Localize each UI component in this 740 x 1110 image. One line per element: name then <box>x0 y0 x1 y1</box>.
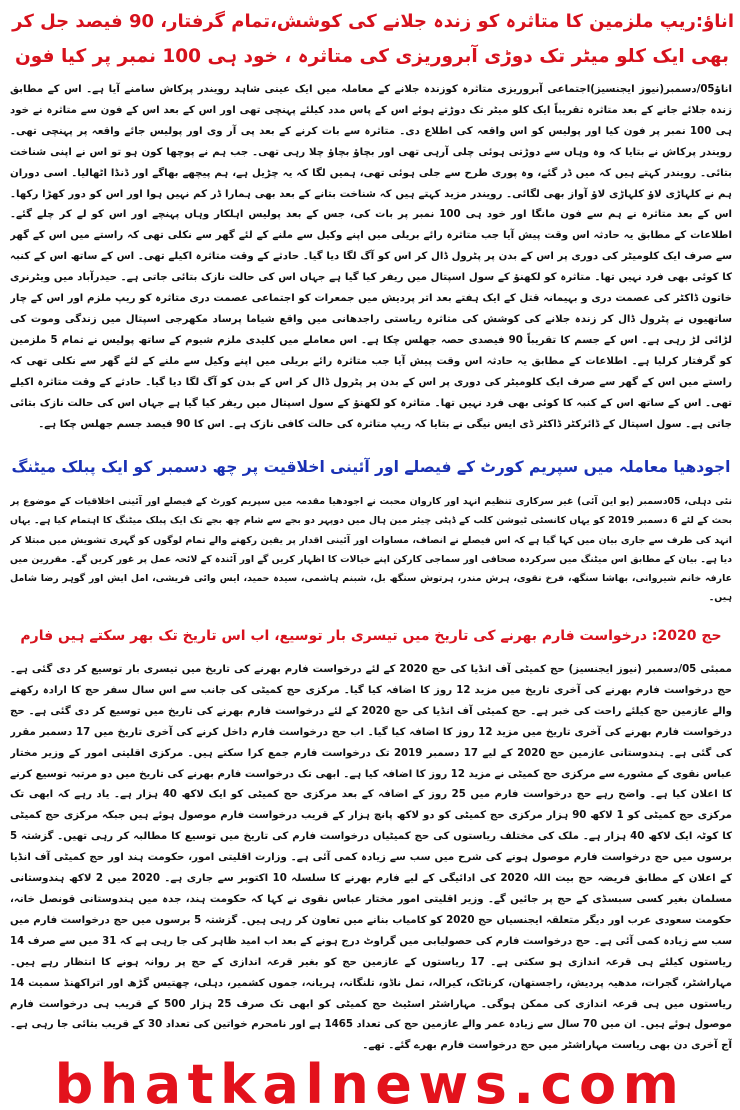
headline-line-2: بھی ایک کلو میٹر تک دوڑی آبروریزی کی متاثرہ ، خود ہی 100 نمبر پر کیا فون <box>15 46 729 67</box>
article-2-body: نئی دہلی، 05دسمبر (یو این آئی) غیر سرکاری تنظیم انہد اور کاروان محبت نے اجودھیا مقدمہ میں سپریم کورٹ کے فیصلے اور آئینی اخلاقیات کے موضوع پر بحث کے لئے 6 دسمبر 2019 کو یہاں کانسٹی ٹیوشن کلب کے ڈپٹی چیئر مین ہال میں دوپہر دو بجے سے شام چھ بجے تک ایک پبلک میٹنگ کا اہتمام کیا ہے۔ یہاں انہد کی طرف سے جاری بیان میں کہا گیا ہے کہ اس فیصلے نے انصاف، مساوات اور آئینی اقدار پر یقین رکھنے والے تمام لوگوں کو گہری تشویش میں مبتلا کر دیا ہے۔ بیان کے مطابق اس میٹنگ میں سرکردہ صحافی اور سماجی کارکن اپنے خیالات کا اظہار کریں گے اور آئندہ کے لائحہ عمل پر غور کریں گے۔ مقررین میں عارفہ خانم شیروانی، بھاشا سنگھ، فرخ نقوی، ہرش مندر، ہرتوش سنگھ بل، شبنم ہاشمی، سیدہ حمید، ایس وائی قریشی، امل ایش اور گوہر رضا شامل ہیں۔ <box>10 496 732 604</box>
headline-line-1: اناؤ:ریپ ملزمین کا متاثرہ کو زندہ جلانے کی کوشش،تمام گرفتار، 90 فیصد جل کر <box>12 11 734 32</box>
article-3-body: ممبئی 05/دسمبر (نیوز ایجنسیز) حج کمیٹی آف انڈیا کی حج 2020 کے لئے درخواست فارم بھرنے کی تاریخ میں تیسری بار توسیع کر دی گئی ہے۔ حج درخواست فارم بھرنے کی آخری تاریخ میں مزید 12 روز کا اضافہ کیا گیا۔ مرکزی حج کمیٹی کی جانب سے اس سال سفر حج کا ارادہ رکھنے والے عازمین حج کیلئے راحت کی خبر ہے۔ حج کمیٹی آف انڈیا کی حج 2020 کے لئے درخواست فارم بھرنے کی تاریخ میں توسیع کر دی گئی ہے۔ حج درخواست فارم بھرنے کی آخری تاریخ میں مزید 12 روز کا اضافہ کیا گیا۔ اب حج درخواست فارم داخل کرنے کی آخری تاریخ میں 17 دسمبر مقرر کی گئی ہے۔ ہندوستانی عازمین حج 2020 کے لیے 17 دسمبر 2019 تک درخواست فارم جمع کرا سکتے ہیں۔ مرکزی اقلیتی امور کے وزیر مختار عباس نقوی کے مشورے سے مرکزی حج کمیٹی نے مزید 12 روز کا اضافہ کیا ہے۔ ابھی تک درخواست فارم بھرنے کی تاریخ میں دو مرتبہ توسیع کرنے کا اعلان کیا ہے۔ واضح رہے حج درخواست فارم میں 25 روز کے اضافہ کے بعد مرکزی حج کمیٹی کو ایک لاکھ 40 ہزار ہے۔ یاد رہے کہ ابھی تک مرکزی حج کمیٹی کو 1 لاکھ 90 ہزار مرکزی حج کمیٹی کو دو لاکھ پانچ ہزار کے قریب درخواست فارم موصول ہوئے ہیں جبکہ مرکزی حج کمیٹی کا کوٹہ ایک لاکھ 40 ہزار ہے۔ ملک کی مختلف ریاستوں کی حج کمیٹیاں درخواست فارم کی تاریخ میں توسیع کا مطالبہ کر رہی تھیں۔ گزشتہ 5 برسوں میں حج درخواست فارم موصول ہونے کی شرح میں سب سے زیادہ کمی آئی ہے۔ وزارت اقلیتی امور، حکومت ہند اور حج کمیٹی آف انڈیا کے اعلان کے مطابق فریضہ حج بیت اللہ 2020 کی ادائیگی کے لیے فارم بھرنے کا سلسلہ 10 اکتوبر سے جاری ہے۔ 2020 میں 2 لاکھ ہندوستانی مسلمان بغیر کسی سبسڈی کے حج پر جائیں گے۔ وزیر اقلیتی امور مختار عباس نقوی نے کہا کہ حکومت ہند، جدہ میں ہندوستانی قونصل خانہ، حکومت سعودی عرب اور دیگر متعلقہ ایجنسیاں حج 2020 کو کامیاب بنانے میں تعاون کر رہی ہیں۔ گزشتہ 5 برسوں میں حج درخواست فارم میں سب سے زیادہ کمی آئی ہے۔ حج درخواست فارم کی حصولیابی میں گراوٹ درج ہونے کے بعد اب امید ظاہر کی جا رہی ہے کہ 31 میں سے صرف 14 ریاستوں کیلئے ہی قرعہ اندازی ہو سکتی ہے۔ 17 ریاستوں کے عازمین حج کو بغیر قرعہ اندازی کے حج پر روانہ ہونے کا انتظار رہے ہیں۔ مہاراشٹر، گجرات، مدھیہ پردیش، راجستھان، کرناٹک، کیرالہ، تمل ناڈو، تلنگانہ، ہریانہ، جموں کشمیر، دہلی، چھتیس گڑھ اور اتراکھنڈ سمیت 14 ریاستوں میں ہی قرعہ اندازی کی ممکن ہوگی۔ مہاراشٹر اسٹیٹ حج کمیٹی کو ابھی تک صرف 25 ہزار 500 کے قریب ہی درخواست فارم موصول ہوئے ہیں۔ ان میں 70 سال سے زیادہ عمر والے عازمین حج کی تعداد 1465 ہے اور نامحرم خواتین کی تعداد 30 کے قریب بتائی جا رہی ہے۔ آج آخری دن بھی ریاست مہاراشٹر میں حج درخواست فارم بھرے گئے۔ تھے۔ <box>10 664 732 1052</box>
article-3-heading: حج 2020: درخواست فارم بھرنے کی تاریخ میں تیسری بار توسیع، اب اس تاریخ تک بھر سکتے ہیں فارم <box>20 628 722 644</box>
site-footer-url[interactable]: bhatkalnews.com <box>54 1053 686 1110</box>
article-1-body: اناؤ05/دسمبر(نیوز ایجنسیز)اجتماعی آبروریزی متاثرہ کوزندہ جلانے کے معاملہ میں ایک عینی شاہد رویندر پرکاش سامنے آیا ہے۔ اس کے مطابق زندہ جلائے جانے کے بعد متاثرہ تقریباً ایک کلو میٹر تک دوڑتے ہوئے اس کے پاس مدد کیلئے پہنچی تھی اور اس کے بعد اس کے فون سے متاثرہ نے خود ہی 100 نمبر پر فون کیا اور پولیس کو اس واقعہ کی اطلاع دی۔ متاثرہ سے بات کرنے کے بعد پی آر وی اور پولیس جائے واقعہ پر پہنچی تھی۔ رویندر پرکاش نے بتایا کہ وہ وہاں سے دوڑتی ہوئی چلی آرہی تھی اور بچاؤ بچاؤ چلا رہی تھی۔ جب ہم نے پوچھا کون ہو تو اس نے اپنی شناخت بتائی۔ رویندر کہتے ہیں کہ میں ڈر گئے، وہ پوری طرح سے جلی ہوئی تھی، ہمیں لگا کہ یہ چڑیل ہے، ہم پیچھے بھاگے اور ڈنڈا اٹھالیا۔ اسی دوران ہم نے کلہاڑی لاؤ کلہاڑی لاؤ آواز بھی لگائی۔ رویندر مزید کہتے ہیں کہ شناخت بتانے کے بعد بھی ہمارا ڈر کم نہیں ہوا اور اس کو دور کھڑا رکھا۔ اس کے بعد متاثرہ نے ہم سے فون مانگا اور خود ہی 100 نمبر پر بات کی، جس کے بعد پولیس اہلکار وہاں پہنچے اور اس کو لے کر چلے گئے۔ اطلاعات کے مطابق یہ حادثہ اس وقت پیش آیا جب متاثرہ رائے بریلی میں اپنے وکیل سے ملنے کے لئے گھر سے نکلی تھی کہ راستے میں اس کے گھر سے صرف ایک کلومیٹر کی دوری پر اس کے بدن پر پٹرول ڈال کر اس کو آگ لگا دیا گیا۔ حادثے کے وقت متاثرہ اکیلے تھی۔ اس کے ساتھ اس کے کنبہ کا کوئی بھی فرد نہیں تھا۔ متاثرہ کو لکھنؤ کے سول اسپتال میں ریفر کیا گیا ہے جہاں اس کی حالت نازک بتائی جاتی ہے۔ حیدرآباد میں ویٹرنری خاتون ڈاکٹر کی عصمت دری و بہیمانہ قتل کے ایک ہفتے بعد اتر پردیش میں جمعرات کو اجتماعی عصمت دری متاثرہ کو ریپ ملزم اور اس کے چار ساتھیوں نے پٹرول ڈال کر زندہ جلانے کی کوشش کی متاثرہ ریاستی راجدھانی میں واقع شیاما پرساد مکھرجی اسپتال میں زندگی وموت کی لڑائی لڑ رہی ہے۔ اس کے جسم کا تقریباً 90 فیصدی حصہ جھلس چکا ہے۔ اس معاملے میں کلیدی ملزم شیوم کے ساتھ پولیس نے تمام 5 ملزمین کو گرفتار کرلیا ہے۔ اطلاعات کے مطابق یہ حادثہ اس وقت پیش آیا جب متاثرہ رائے بریلی میں اپنے وکیل سے ملنے کے لئے گھر سے نکلی تھی کہ راستے میں اس کے گھر سے صرف ایک کلومیٹر کی دوری پر اس کے بدن پر پٹرول ڈال کر اس کے بدن کو آگ لگا دیا گیا۔ حادثے کے وقت متاثرہ اکیلے تھی۔ اس کے ساتھ اس کے کنبہ کا کوئی بھی فرد نہیں تھا۔ متاثرہ کو لکھنؤ کے سول اسپتال میں ریفر کیا گیا ہے جہاں اس کی حالت نازک بتائی جاتی ہے۔ سول اسپتال کے ڈائرکٹر ڈاکٹر ڈی ایس نیگی نے بتایا کہ ریپ متاثرہ کی حالت کافی نازک ہے۔ اس کا 90 فیصد جسم جھلس چکا ہے۔ <box>10 84 732 430</box>
article-2-heading: اجودھیا معاملہ میں سپریم کورٹ کے فیصلے اور آئینی اخلاقیت پر چھ دسمبر کو ایک پبلک میٹنگ <box>11 458 731 476</box>
